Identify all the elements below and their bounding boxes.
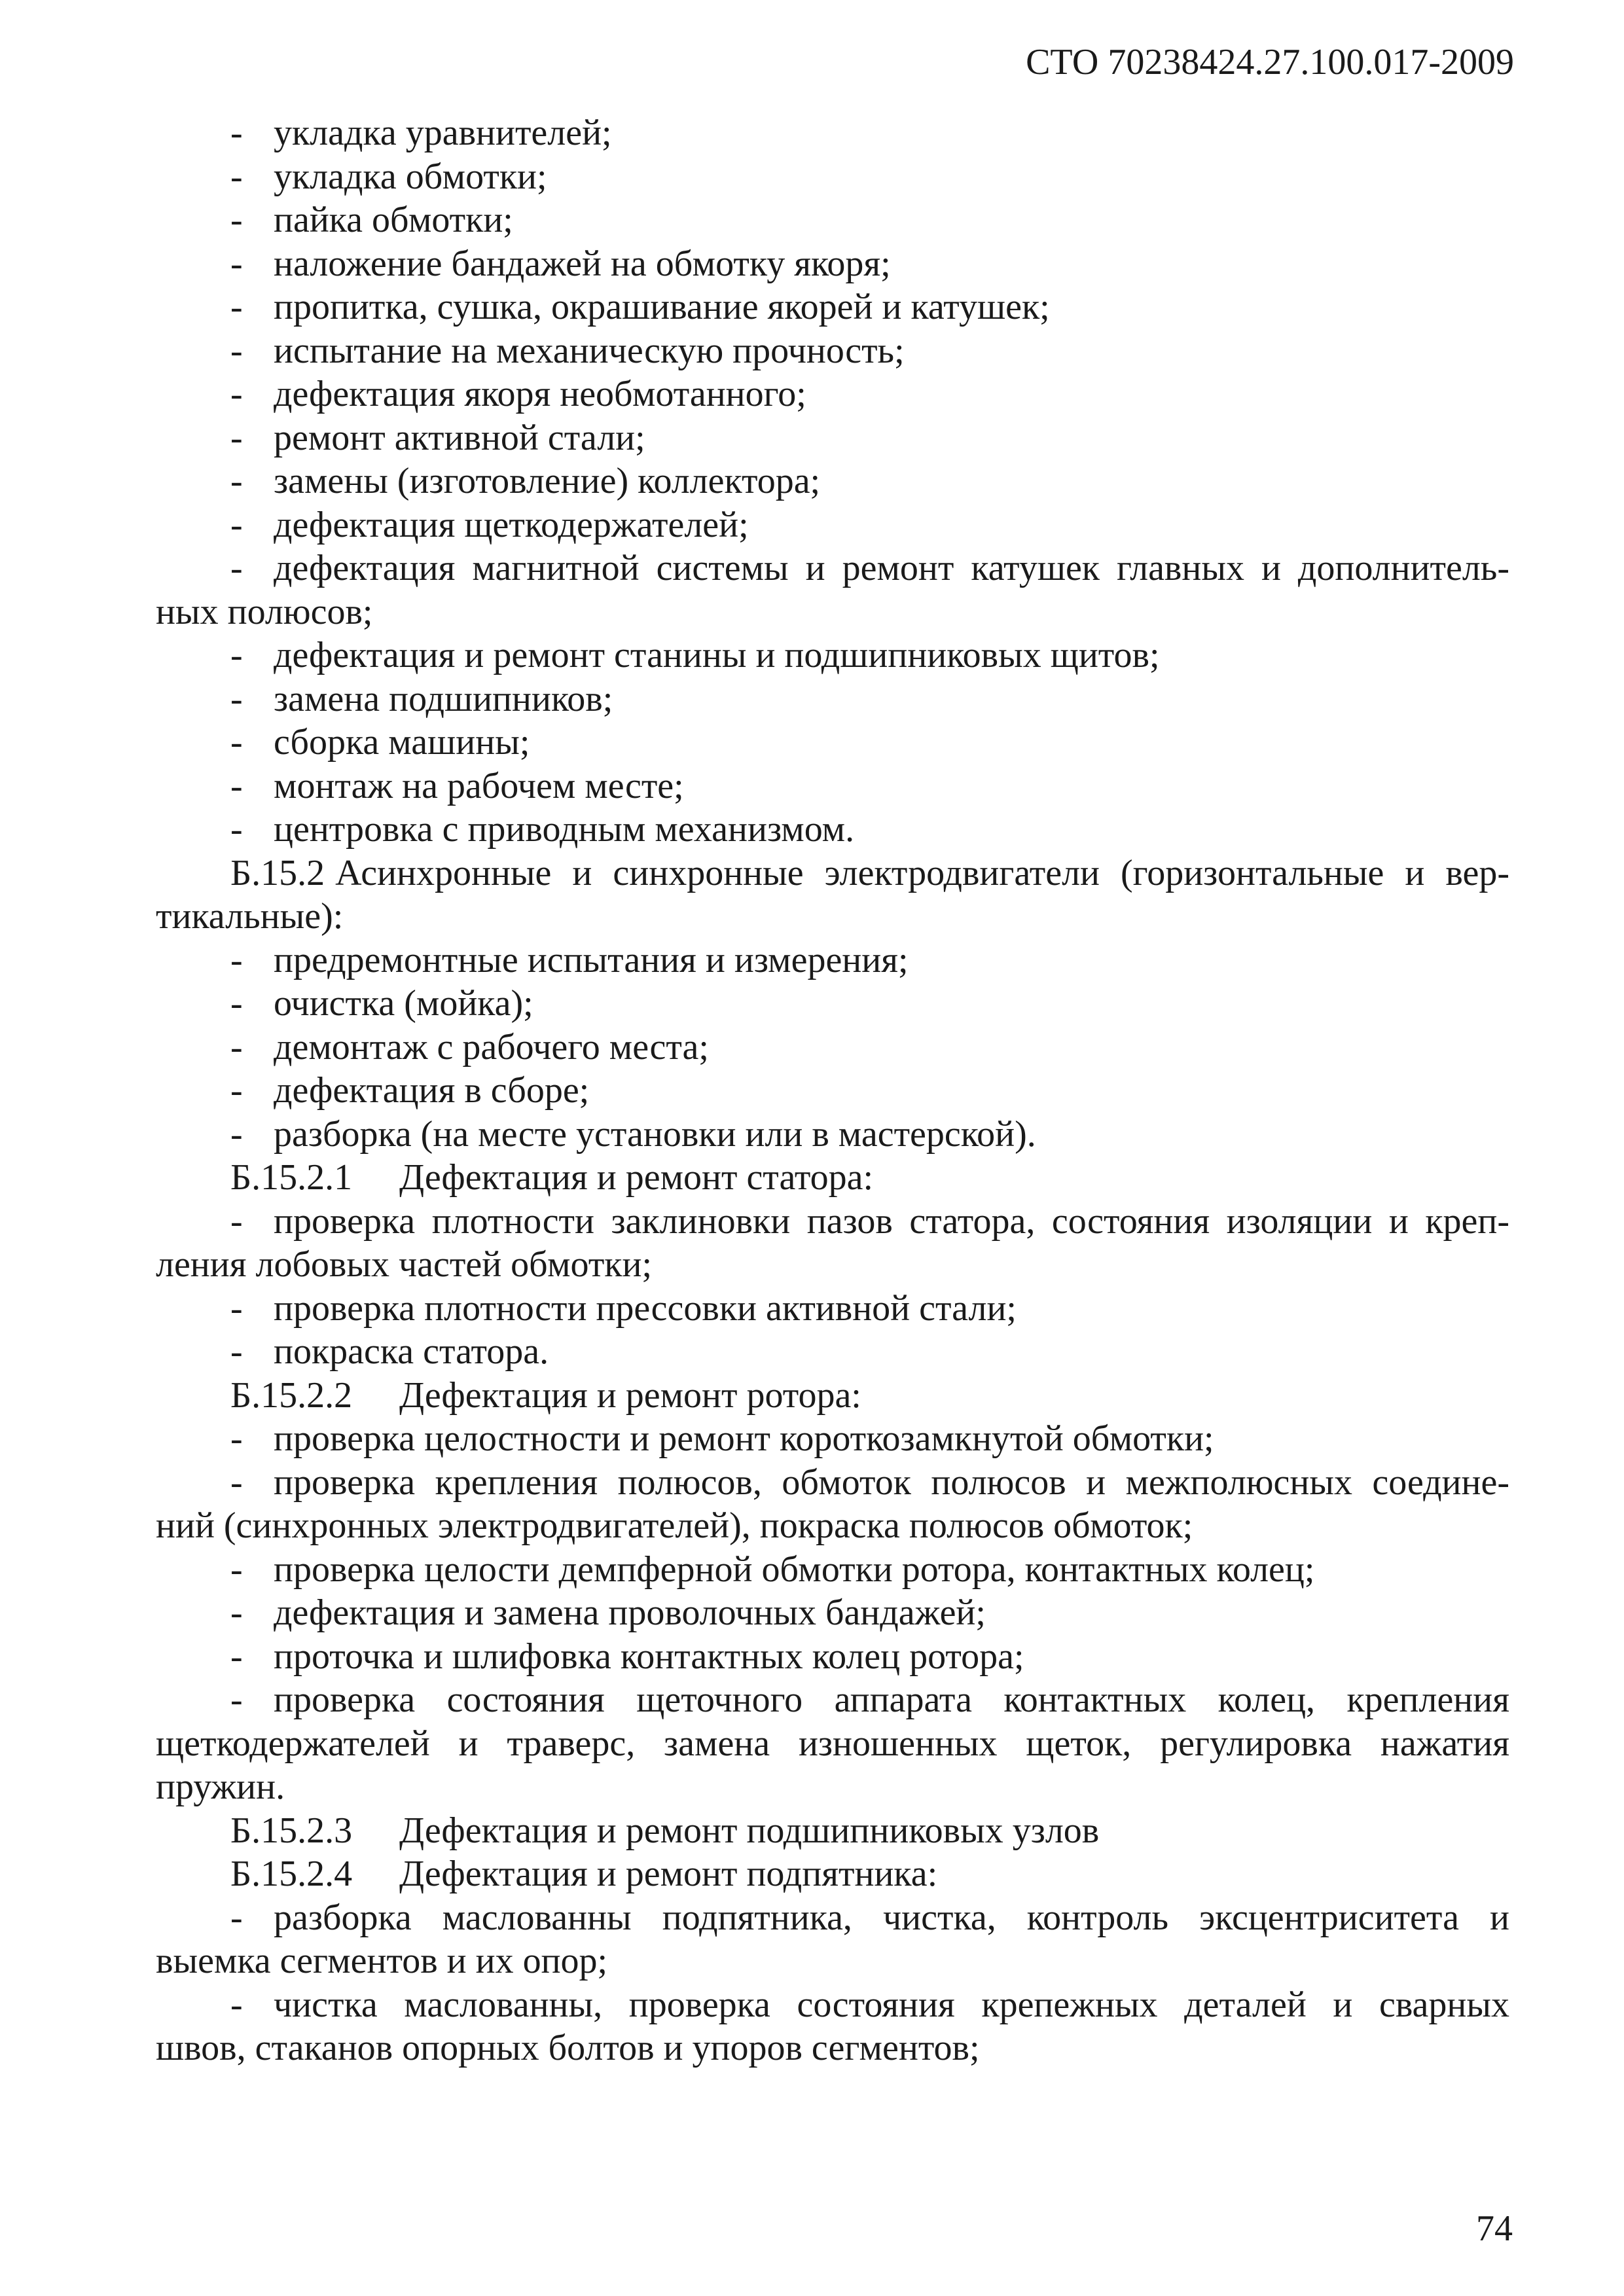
- list-item-text: пропитка, сушка, окрашивание якорей и катушек;: [274, 287, 1050, 327]
- list-item-continuation: [156, 2026, 1509, 2070]
- list-item-text: дефектация и замена проволочных бандажей;: [274, 1592, 986, 1633]
- list-dash: -: [230, 417, 243, 458]
- list-dash: -: [230, 243, 243, 284]
- subsection-number: Б.15.2.4: [230, 1854, 353, 1894]
- list-item: [156, 1461, 1509, 1505]
- list-item-text: пайка обмотки;: [274, 200, 513, 240]
- list-item-text: предремонтные испытания и измерения;: [274, 939, 909, 980]
- subsection-number: Б.15.2.3: [230, 1810, 353, 1851]
- list-dash: -: [230, 1897, 243, 1938]
- list-dash: -: [230, 1984, 243, 2025]
- list-item: [156, 1678, 1509, 1722]
- list-item-text: очистка (мойка);: [274, 983, 533, 1024]
- list-item-text: проверка состояния щеточного аппарата контактных колец, крепления: [274, 1679, 1509, 1720]
- list-dash: -: [230, 1592, 243, 1633]
- list-dash: -: [230, 1331, 243, 1372]
- list-item-continuation: [156, 590, 1509, 634]
- list-item-text: дефектация в сборе;: [274, 1070, 590, 1111]
- list-item-text: центровка с приводным механизмом.: [274, 809, 855, 850]
- list-item: [156, 1417, 1509, 1461]
- list-dash: -: [230, 504, 243, 545]
- subsection-heading: [156, 1374, 1509, 1418]
- list-dash: -: [230, 1549, 243, 1590]
- list-item: [156, 198, 1509, 242]
- list-item-text: проверка плотности прессовки активной стали;: [274, 1287, 1017, 1329]
- list-item: [156, 1026, 1509, 1069]
- list-dash: -: [230, 678, 243, 719]
- section-paragraph-continuation: [156, 895, 1509, 939]
- subsection-number: Б.15.2.2: [230, 1374, 353, 1416]
- list-dash: -: [230, 1462, 243, 1503]
- list-item: [156, 1591, 1509, 1635]
- list-item: [156, 1200, 1509, 1244]
- list-dash: -: [230, 1418, 243, 1459]
- list-item-text: наложение бандажей на обмотку якоря;: [274, 243, 891, 284]
- list-item: [156, 111, 1509, 155]
- list-item: [156, 329, 1509, 373]
- list-item: [156, 155, 1509, 199]
- list-item-text: проверка крепления полюсов, обмоток полюсов и межполюсных соедине-: [274, 1462, 1509, 1503]
- subsection-heading: [156, 1156, 1509, 1200]
- list-item: [156, 459, 1509, 503]
- list-item-text: дефектация и ремонт станины и подшипниковых щитов;: [274, 635, 1160, 675]
- list-item-continuation: [156, 1939, 1509, 1983]
- list-dash: -: [230, 1200, 243, 1242]
- list-item-continuation-text: швов, стаканов опорных болтов и упоров сегментов;: [156, 2028, 980, 2068]
- list-item: [156, 1113, 1509, 1157]
- list-item-text: покраска статора.: [274, 1331, 549, 1372]
- list-item-continuation-text: ления лобовых частей обмотки;: [156, 1244, 653, 1285]
- subsection-title: Дефектация и ремонт ротора:: [399, 1374, 861, 1416]
- list-item-continuation-text: пружин.: [156, 1767, 285, 1807]
- section-number: Б.15.2: [230, 852, 325, 893]
- list-dash: -: [230, 156, 243, 197]
- section-paragraph: [156, 852, 1509, 895]
- list-item-text: проверка плотности заклиновки пазов статора, состояния изоляции и креп-: [274, 1200, 1509, 1242]
- section-continuation-text: тикальные):: [156, 896, 344, 937]
- list-item-continuation: [156, 1722, 1509, 1766]
- list-item-text: укладка уравнителей;: [274, 113, 612, 153]
- list-dash: -: [230, 461, 243, 501]
- list-dash: -: [230, 548, 243, 588]
- subsection-title: Дефектация и ремонт подпятника:: [399, 1854, 938, 1894]
- list-item-text: монтаж на рабочем месте;: [274, 765, 684, 806]
- list-item: [156, 808, 1509, 852]
- list-item: [156, 547, 1509, 590]
- list-dash: -: [230, 939, 243, 980]
- subsection-number: Б.15.2.1: [230, 1157, 353, 1198]
- list-item-text: дефектация магнитной системы и ремонт катушек главных и дополнитель-: [274, 548, 1509, 588]
- list-item-text: демонтаж с рабочего места;: [274, 1026, 709, 1067]
- list-dash: -: [230, 200, 243, 240]
- list-dash: -: [230, 1636, 243, 1677]
- list-item: [156, 242, 1509, 286]
- list-item-continuation: [156, 1765, 1509, 1809]
- list-dash: -: [230, 983, 243, 1024]
- list-item-text: проточка и шлифовка контактных колец ротора;: [274, 1636, 1024, 1677]
- list-item-text: замена подшипников;: [274, 678, 613, 719]
- list-dash: -: [230, 1679, 243, 1720]
- subsection-title: Дефектация и ремонт подшипниковых узлов: [399, 1810, 1100, 1851]
- list-dash: -: [230, 330, 243, 371]
- list-item: [156, 1330, 1509, 1374]
- list-dash: -: [230, 113, 243, 153]
- list-item-text: разборка маслованны подпятника, чистка, контроль эксцентриситета и: [274, 1897, 1509, 1938]
- list-dash: -: [230, 1026, 243, 1067]
- list-item: [156, 503, 1509, 547]
- list-item-continuation: [156, 1243, 1509, 1287]
- list-item-text: чистка маслованны, проверка состояния крепежных деталей и сварных: [274, 1984, 1509, 2025]
- list-item: [156, 1983, 1509, 2027]
- list-dash: -: [230, 374, 243, 414]
- list-item-text: сборка машины;: [274, 722, 530, 762]
- subsection-heading: [156, 1852, 1509, 1896]
- list-dash: -: [230, 635, 243, 675]
- list-item-text: дефектация якоря необмотанного;: [274, 374, 806, 414]
- list-item-text: замены (изготовление) коллектора;: [274, 461, 821, 501]
- list-item-text: испытание на механическую прочность;: [274, 330, 905, 371]
- list-item: [156, 721, 1509, 764]
- list-item: [156, 939, 1509, 982]
- page-number: 74: [1476, 2208, 1513, 2249]
- subsection-title: Дефектация и ремонт статора:: [399, 1157, 874, 1198]
- list-item: [156, 1896, 1509, 1940]
- list-dash: -: [230, 809, 243, 850]
- list-item: [156, 1069, 1509, 1113]
- list-item: [156, 1287, 1509, 1331]
- list-item-text: проверка целостности и ремонт короткозамкнутой обмотки;: [274, 1418, 1214, 1459]
- list-item: [156, 764, 1509, 808]
- list-item-text: проверка целости демпферной обмотки ротора, контактных колец;: [274, 1549, 1315, 1590]
- list-dash: -: [230, 1287, 243, 1329]
- subsection-heading: [156, 1809, 1509, 1853]
- list-item: [156, 634, 1509, 677]
- list-item-continuation-text: щеткодержателей и траверс, замена изношенных щеток, регулировка нажатия: [156, 1723, 1509, 1764]
- document-code-header: СТО 70238424.27.100.017-2009: [1026, 42, 1514, 82]
- list-item: [156, 982, 1509, 1026]
- document-body: [156, 111, 1509, 2070]
- list-dash: -: [230, 1113, 243, 1155]
- list-dash: -: [230, 1070, 243, 1111]
- list-item-continuation-text: ний (синхронных электродвигателей), покраска полюсов обмоток;: [156, 1505, 1193, 1546]
- section-text: Асинхронные и синхронные электродвигатели (горизонтальные и вер-: [335, 852, 1509, 893]
- list-item-text: разборка (на месте установки или в мастерской).: [274, 1113, 1036, 1155]
- list-item: [156, 1548, 1509, 1592]
- list-dash: -: [230, 765, 243, 806]
- list-item: [156, 416, 1509, 460]
- list-item-continuation-text: выемка сегментов и их опор;: [156, 1941, 608, 1981]
- list-item: [156, 1635, 1509, 1679]
- list-item: [156, 372, 1509, 416]
- list-dash: -: [230, 287, 243, 327]
- list-dash: -: [230, 722, 243, 762]
- list-item: [156, 677, 1509, 721]
- list-item-text: ремонт активной стали;: [274, 417, 645, 458]
- list-item-text: дефектация щеткодержателей;: [274, 504, 749, 545]
- list-item-continuation: [156, 1504, 1509, 1548]
- list-item-continuation-text: ных полюсов;: [156, 591, 373, 632]
- list-item-text: укладка обмотки;: [274, 156, 547, 197]
- list-item: [156, 285, 1509, 329]
